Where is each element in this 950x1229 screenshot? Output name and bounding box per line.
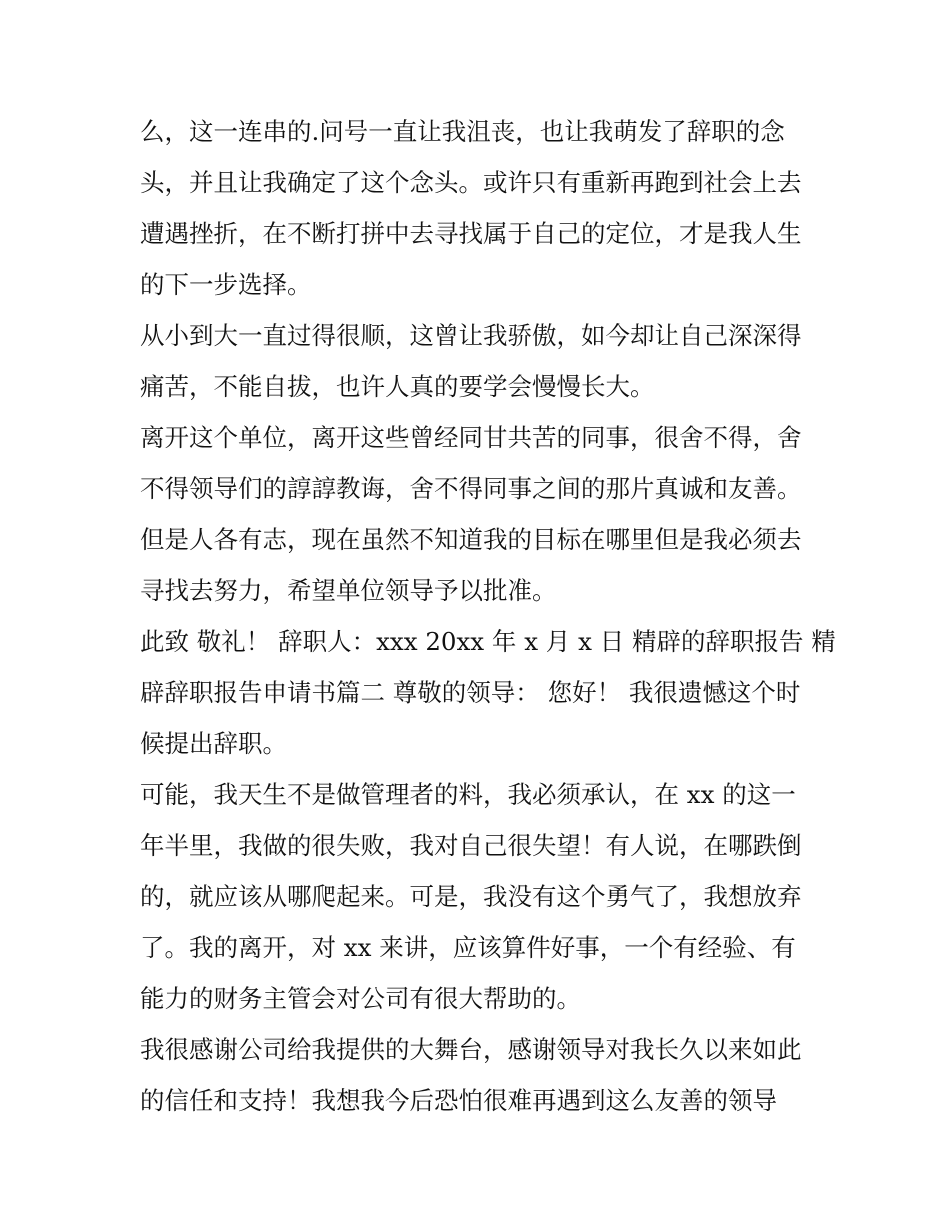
text-line: 年半里，我做的很失败，我对自己很失望！有人说，在哪跌倒 <box>140 831 802 860</box>
text-line: 离开这个单位，离开这些曾经同甘共苦的同事，很舍不得，舍 <box>140 423 802 452</box>
text-line: 从小到大一直过得很顺，这曾让我骄傲，如今却让自己深深得 <box>140 321 802 350</box>
text-line: 可能，我天生不是做管理者的料，我必须承认，在 xx 的这一 <box>140 780 796 809</box>
text-line: 候提出辞职。 <box>140 729 287 758</box>
text-line: 了。我的离开，对 xx 来讲，应该算件好事，一个有经验、有 <box>140 933 796 962</box>
text-line: 不得领导们的諄諄教诲，舍不得同事之间的那片真诚和友善。 <box>140 474 802 503</box>
text-line: 的信任和支持！我想我今后恐怕很难再遇到这么友善的领导 <box>140 1086 777 1115</box>
text-line: 此致 敬礼！ 辞职人：xxx 20xx 年 x 月 x 日 精辟的辞职报告 精 <box>140 627 836 656</box>
text-line: 寻找去努力，希望单位领导予以批准。 <box>140 576 557 605</box>
document-body <box>140 106 836 1126</box>
text-line: 痛苦，不能自拔，也许人真的要学会慢慢长大。 <box>140 372 655 401</box>
text-line: 遭遇挫折，在不断打拼中去寻找属于自己的定位，才是我人生 <box>140 219 802 248</box>
text-line: 辟辞职报告申请书篇二 尊敬的领导： 您好！ 我很遗憾这个时 <box>140 678 801 707</box>
text-line: 我很感谢公司给我提供的大舞台，感谢领导对我长久以来如此 <box>140 1035 802 1064</box>
text-line: 头，并且让我确定了这个念头。或许只有重新再跑到社会上去 <box>140 168 802 197</box>
text-line: 的下一步选择。 <box>140 270 312 299</box>
text-line: 么，这一连串的.问号一直让我沮丧，也让我萌发了辞职的念 <box>140 117 785 146</box>
text-line: 但是人各有志，现在虽然不知道我的目标在哪里但是我必须去 <box>140 525 802 554</box>
text-line: 能力的财务主管会对公司有很大帮助的。 <box>140 984 581 1013</box>
text-line: 的，就应该从哪爬起来。可是，我没有这个勇气了，我想放弃 <box>140 882 802 911</box>
